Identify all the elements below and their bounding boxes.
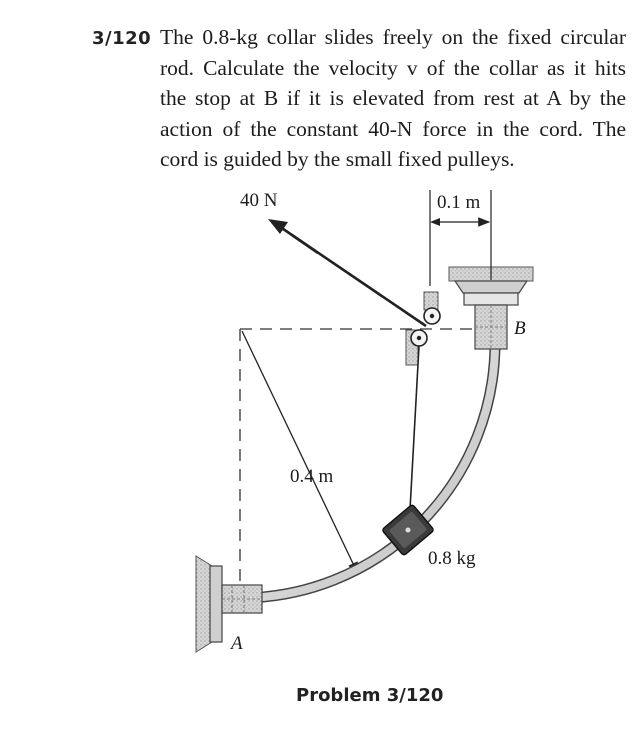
force-label: 40 N	[240, 190, 278, 211]
problem-line: the stop at B if it is elevated from rest at A by the	[160, 86, 626, 110]
figure-caption: Problem 3/120	[296, 685, 444, 706]
problem-line: rod. Calculate the velocity v of the collar as it hits	[160, 55, 626, 80]
upper-pulley	[424, 292, 440, 324]
point-a-label: A	[231, 633, 243, 654]
offset-label: 0.1 m	[437, 192, 481, 213]
radius-dimension	[242, 331, 358, 574]
force-arrow	[268, 219, 318, 253]
problem-line: cord is guided by the small fixed pulleys.	[160, 147, 515, 171]
dashed-reference-lines	[240, 329, 495, 582]
problem-number: 3/120	[92, 28, 152, 49]
lower-pulley	[406, 330, 427, 365]
problem-line: The 0.8-kg collar slides freely on the fixed circular	[160, 25, 626, 49]
mass-label: 0.8 kg	[428, 548, 476, 569]
stop-a	[196, 556, 262, 652]
problem-line: action of the constant 40-N force in the cord. The	[160, 116, 626, 141]
point-b-label: B	[514, 318, 526, 339]
radius-label: 0.4 m	[290, 466, 334, 487]
